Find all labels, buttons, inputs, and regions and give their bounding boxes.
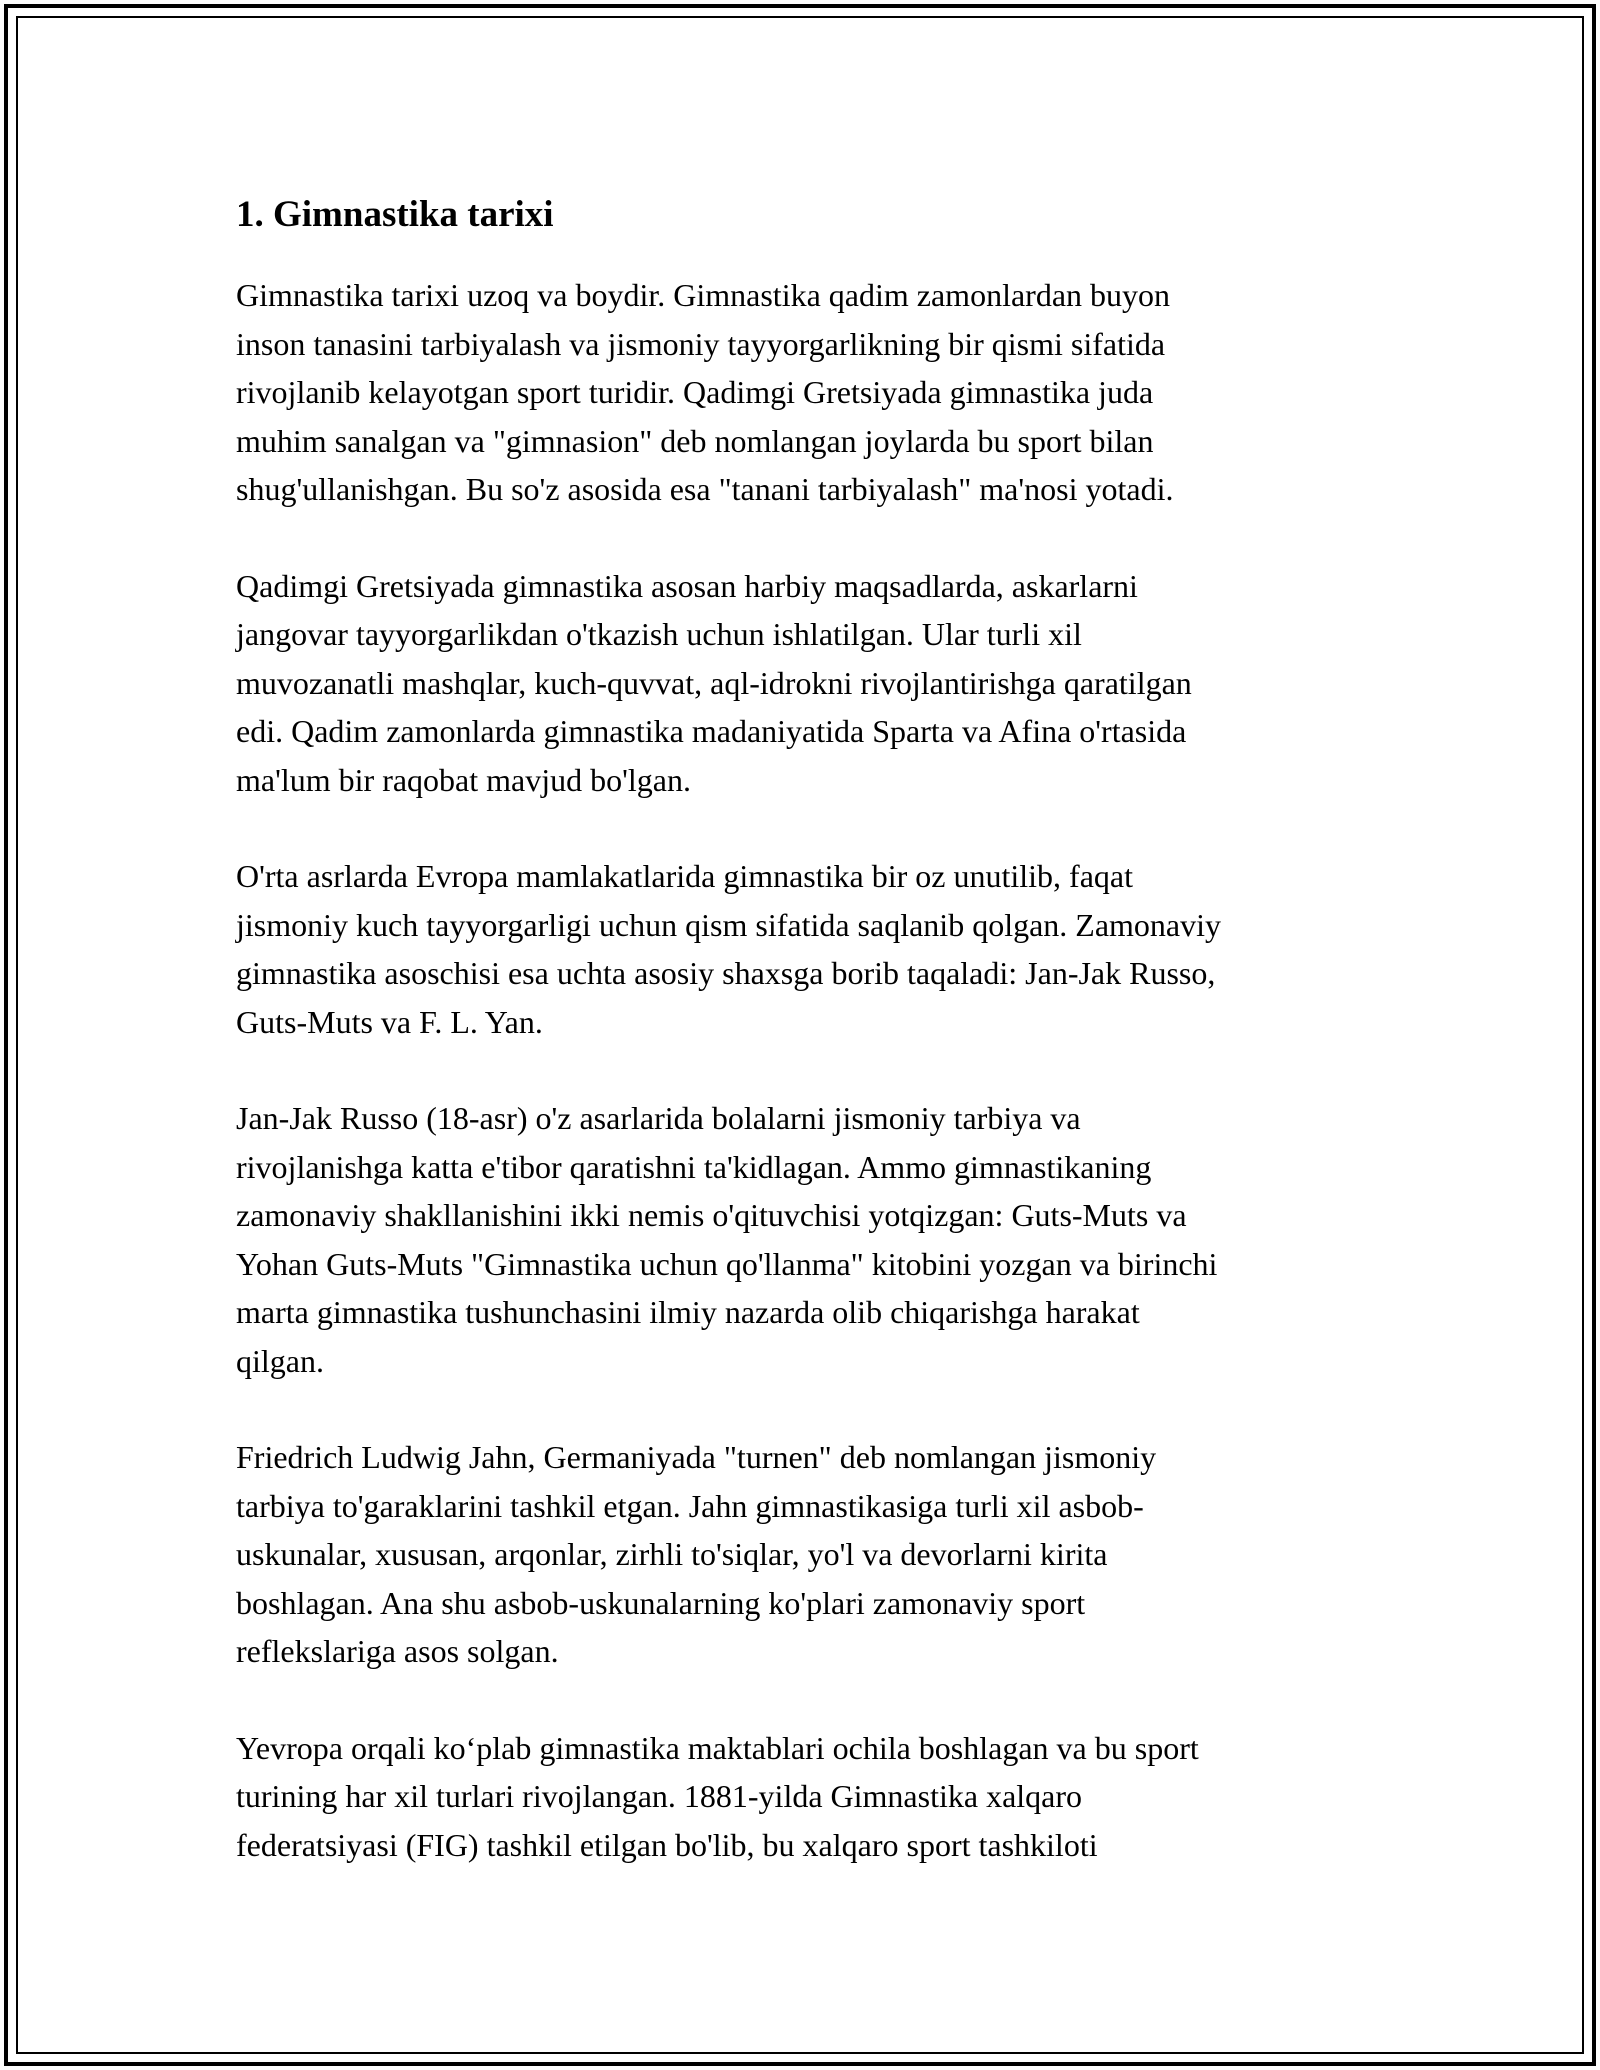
paragraph-3: O'rta asrlarda Evropa mamlakatlarida gimnastika bir oz unutilib, faqat jismoniy kuch tayyorgarligi uchun qism sifatida saqlanib qolgan. Zamonaviy gimnastika asoschisi esa uchta asosiy shaxsga borib taqaladi: Jan-Jak Russo, Guts-Muts va F. L. Yan. — [236, 858, 1222, 1040]
paragraph-4: Jan-Jak Russo (18-asr) o'z asarlarida bolalarni jismoniy tarbiya va rivojlanishga katta e'tibor qaratishni ta'kidlagan. Ammo gimnastikaning zamonaviy shakllanishini ikki nemis o'qituvchisi yotqizgan: Guts-Muts va Yohan Guts-Muts "Gimnastika uchun qo'llanma" kitobini yozgan va birinchi marta gimnastika tushunchasini ilmiy nazarda olib chiqarishga harakat qilgan. — [236, 1100, 1218, 1379]
section-heading: 1. Gimnastika tarixi — [236, 194, 554, 235]
paragraph-6: Yevropa orqali ko‘plab gimnastika maktablari ochila boshlagan va bu sport turining har xil turlari rivojlangan. 1881-yilda Gimnastika xalqaro federatsiyasi (FIG) tashkil etilgan bo'lib, bu xalqaro sport tashkiloti — [236, 1729, 1199, 1863]
paragraph-2: Qadimgi Gretsiyada gimnastika asosan harbiy maqsadlarda, askarlarni jangovar tayyorgarlikdan o'tkazish uchun ishlatilgan. Ular turli xil muvozanatli mashqlar, kuch-quvvat, aql-idrokni rivojlantirishga qaratilgan edi. Qadim zamonlarda gimnastika madaniyatida Sparta va Afina o'rtasida ma'lum bir raqobat mavjud bo'lgan. — [236, 567, 1192, 798]
paragraph-1: Gimnastika tarixi uzoq va boydir. Gimnastika qadim zamonlardan buyon inson tanasini tarbiyalash va jismoniy tayyorgarlikning bir qismi sifatida rivojlanib kelayotgan sport turidir. Qadimgi Gretsiyada gimnastika juda muhim sanalgan va "gimnasion" deb nomlangan joylarda bu sport bilan shug'ullanishgan. Bu so'z asosida esa "tanani tarbiyalash" ma'nosi yotadi. — [236, 277, 1174, 507]
document-body — [236, 188, 1386, 1917]
paragraph-5: Friedrich Ludwig Jahn, Germaniyada "turnen" deb nomlangan jismoniy tarbiya to'garaklarini tashkil etgan. Jahn gimnastikasiga turli xil asbob- uskunalar, xususan, arqonlar, zirhli to'siqlar, yo'l va devorlarni kirita boshlagan. Ana shu asbob-uskunalarning ko'plari zamonaviy sport refleksla​riga asos solgan. — [236, 1439, 1157, 1669]
